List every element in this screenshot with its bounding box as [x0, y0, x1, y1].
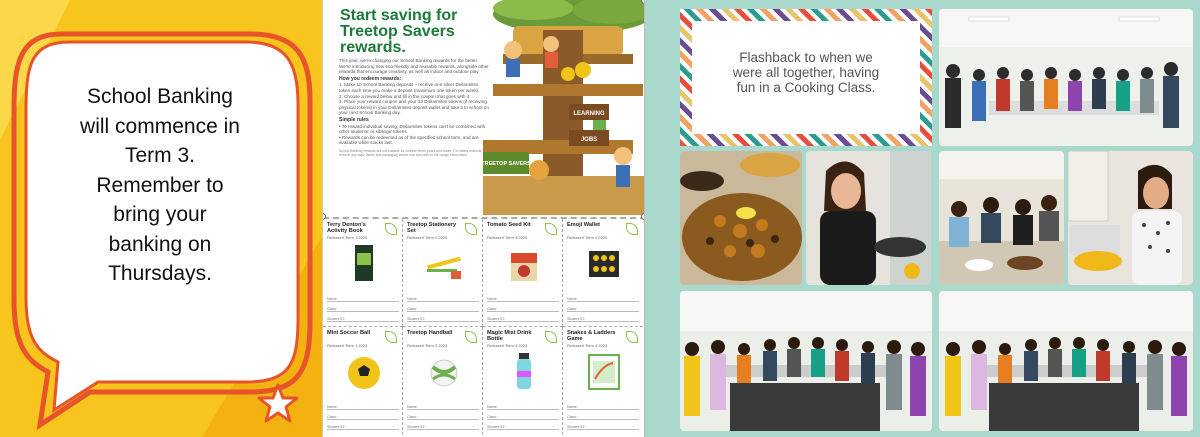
flyer-rule: • Rewards can be redeemed as of the specified school term, and are available while stocks last. — [339, 134, 479, 146]
soccer-ball-image — [345, 351, 383, 391]
name-field[interactable]: Name: — [487, 297, 559, 302]
jobs-sign: JOBS — [580, 137, 598, 143]
leaf-icon — [545, 223, 557, 235]
student-id-field[interactable]: Student ID: — [487, 425, 559, 430]
student-id-field[interactable]: Student ID: — [407, 425, 479, 430]
message-line: Term 3. — [124, 144, 195, 167]
caption-line: fun in a Cooking Class. — [736, 80, 876, 95]
reward-coupon[interactable] — [563, 219, 643, 327]
learning-sign: LEARNING — [573, 111, 605, 117]
message-line: School Banking — [87, 85, 233, 108]
star-icon — [256, 382, 300, 424]
reward-name: Terry Denton's Activity Book — [327, 222, 366, 234]
class-field[interactable]: Class: — [487, 307, 559, 312]
class-field[interactable]: Class: — [327, 415, 399, 420]
leaf-icon — [385, 331, 397, 343]
class-field[interactable]: Class: — [407, 307, 479, 312]
reward-name: Treetop Handball — [407, 330, 453, 336]
reward-coupon[interactable] — [483, 219, 563, 327]
group-photo[interactable] — [939, 9, 1193, 146]
reward-coupon[interactable] — [483, 327, 563, 435]
student-id-field[interactable]: Student ID: — [567, 317, 639, 322]
name-field[interactable]: Name: — [407, 405, 479, 410]
reward-coupon[interactable] — [323, 327, 403, 435]
title-line: rewards. — [340, 39, 406, 56]
leaf-icon — [465, 223, 477, 235]
group-photo-bottom-right[interactable] — [939, 291, 1193, 431]
flyer-title — [340, 8, 457, 56]
treetop-savers-flyer — [322, 0, 645, 437]
message-line: bring your — [113, 203, 207, 226]
title-line: Start saving for — [340, 7, 458, 24]
reward-release: Released Term 1 2020 — [327, 235, 368, 240]
student-id-field[interactable]: Student ID: — [327, 317, 399, 322]
class-field[interactable]: Class: — [487, 415, 559, 420]
leaf-icon — [385, 223, 397, 235]
class-field[interactable]: Class: — [407, 415, 479, 420]
seed-kit-image — [505, 243, 543, 283]
leaf-icon — [626, 223, 638, 235]
class-field[interactable]: Class: — [567, 415, 639, 420]
reward-coupon[interactable] — [403, 327, 483, 435]
message-line: Remember to — [96, 173, 224, 197]
caption-card — [680, 9, 932, 146]
group-photo-bottom-left[interactable] — [680, 291, 932, 431]
flyer-fineprint: School Banking rewards are not suitable for children three years and under. For safety reasons, remove any tags, labels and packaging before use and refer to the usage instructions. — [339, 148, 483, 158]
message-line: Thursdays. — [108, 262, 212, 285]
activity-book-image — [345, 243, 383, 283]
student-id-field[interactable]: Student ID: — [327, 425, 399, 430]
reward-name: Treetop Stationery Set — [407, 222, 457, 234]
handball-image — [425, 351, 463, 391]
reward-release: Released Term 1 2020 — [327, 343, 368, 348]
reward-name: Tomato Seed Kit — [487, 222, 531, 228]
reward-release: Released Term 2 2020 — [407, 235, 448, 240]
flyer-step: 2. Choose a reward below and fill in the coupon that goes with it. — [339, 93, 471, 99]
caption-card-inner — [692, 21, 920, 134]
student-id-field[interactable]: Student ID: — [487, 317, 559, 322]
reward-name: Emoji Wallet — [567, 222, 601, 228]
snakes-ladders-image — [585, 351, 623, 391]
reward-coupon-grid — [323, 217, 645, 437]
class-field[interactable]: Class: — [327, 307, 399, 312]
reward-name: Magic Mist Drink Bottle — [487, 330, 532, 342]
name-field[interactable]: Name: — [407, 297, 479, 302]
name-field[interactable]: Name: — [567, 297, 639, 302]
reward-release: Released Term 3 2020 — [487, 343, 528, 348]
flyer-step: 1. Make 10 School Banking deposits – receive one silver Dollarmites token each time you make a deposit (maximum one token per week). — [339, 82, 480, 93]
school-banking-notice-panel — [0, 0, 322, 437]
name-field[interactable]: Name: — [327, 297, 399, 302]
caption-line: Flashback to when we — [739, 50, 873, 65]
title-line: Treetop Savers — [340, 23, 455, 40]
reward-release: Released Term 3 2020 — [487, 235, 528, 240]
flyer-rule: • To reward individual saving, Dollarmites tokens can't be combined with other students' or siblings' tokens. — [339, 123, 486, 135]
stationery-set-image — [425, 243, 463, 283]
food-platter-photo[interactable] — [680, 151, 802, 285]
flyer-step: 3. Place your reward coupon and your 10 Dollarmites tokens (if receiving physical tokens) in your Dollarmites deposit wallet and take it to school on your next School Banking day. — [339, 99, 489, 116]
reward-name: Mini Soccer Ball — [327, 330, 371, 336]
woman-cooking-photo[interactable] — [806, 151, 931, 285]
treetop-savers-sign: TREETOP SAVERS — [481, 161, 531, 167]
drink-bottle-image — [505, 351, 543, 391]
rules-heading: Simple rules — [339, 116, 369, 123]
message-line: will commence in — [80, 114, 240, 138]
reward-coupon[interactable] — [563, 327, 643, 435]
treehouse-illustration — [473, 0, 645, 215]
reward-coupon[interactable] — [323, 219, 403, 327]
caption-text — [698, 50, 914, 95]
student-id-field[interactable]: Student ID: — [407, 317, 479, 322]
smiling-woman-photo[interactable] — [1068, 151, 1193, 285]
leaf-icon — [465, 331, 477, 343]
reward-release: Released Term 4 2020 — [567, 235, 608, 240]
name-field[interactable]: Name: — [487, 405, 559, 410]
name-field[interactable]: Name: — [567, 405, 639, 410]
emoji-wallet-image — [585, 243, 623, 283]
cooking-class-collage — [645, 0, 1200, 437]
banking-message — [60, 82, 260, 289]
how-heading: How you redeem rewards: — [339, 75, 402, 82]
message-line: banking on — [108, 232, 212, 256]
leaf-icon — [626, 331, 638, 343]
caption-line: were all together, having — [732, 65, 880, 80]
leaf-icon — [545, 331, 557, 343]
name-field[interactable]: Name: — [327, 405, 399, 410]
reward-release: Released Term 2 2020 — [407, 343, 448, 348]
class-field[interactable]: Class: — [567, 307, 639, 312]
reward-name: Snakes & Ladders Game — [567, 330, 616, 342]
reward-release: Released Term 4 2020 — [567, 343, 608, 348]
flyer-intro: This year, we're changing our School Banking rewards for the better. We're introducing new eco-friendly and reusable rewards, alongside other rewards that encourage creativity, as well as indoor and outdoor play. — [339, 58, 489, 75]
kitchen-group-photo[interactable] — [939, 151, 1064, 285]
flyer-body — [339, 58, 489, 157]
student-id-field[interactable]: Student ID: — [567, 425, 639, 430]
reward-coupon[interactable] — [403, 219, 483, 327]
